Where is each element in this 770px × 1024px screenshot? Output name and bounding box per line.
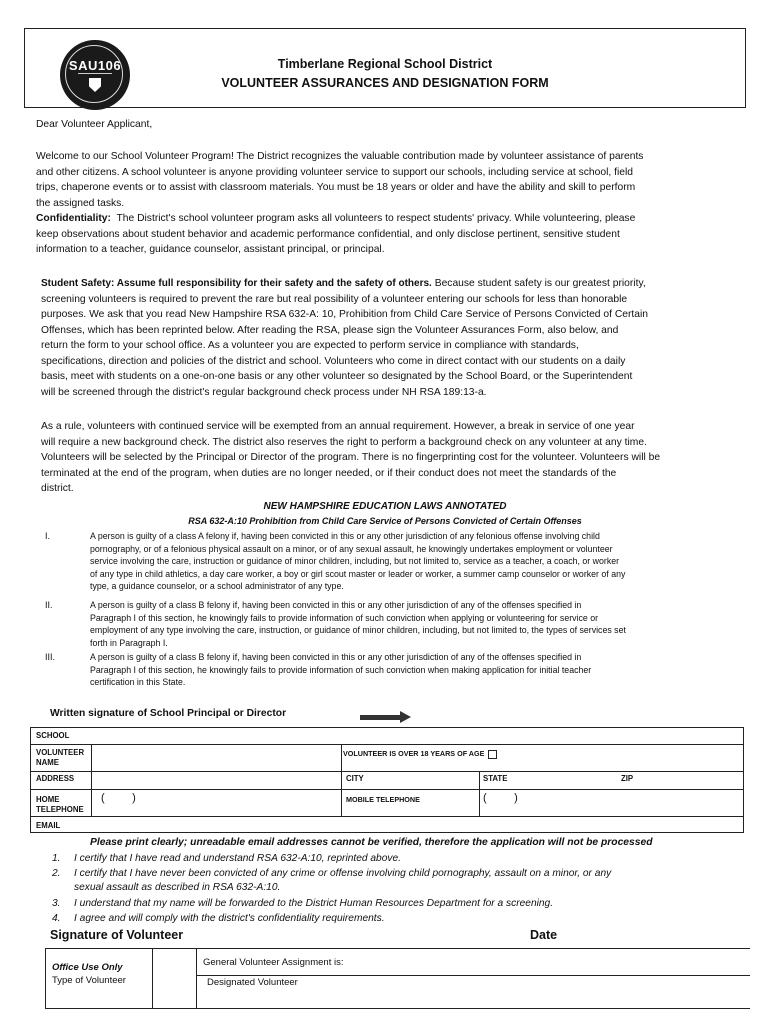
law-item-number: III. <box>45 652 56 662</box>
rule-line: As a rule, volunteers with continued service will be exempted from an annual requirement. However, a break in service of one year <box>41 421 635 432</box>
law-line: A person is guilty of a class B felony if, having been convicted in this or any other jurisdiction of any of the offenses specified in <box>90 600 582 610</box>
table-divider <box>479 771 480 816</box>
school-label: SCHOOL <box>36 731 70 740</box>
safety-line <box>41 276 741 292</box>
sau106-logo <box>60 40 130 110</box>
cert-number: 1. <box>52 853 61 864</box>
safety-line: basis, meet with students on a one-on-one basis or any other volunteer so designated by the School Board, or the Superintendent <box>41 371 633 382</box>
office-top-line <box>45 948 750 949</box>
designated-volunteer-label: Designated Volunteer <box>207 977 298 988</box>
law-line: pornography, or of a felonious physical assault on a minor, or of any sexual assault, he knowingly undertakes employment or volunteer <box>90 543 613 554</box>
law-heading: NEW HAMPSHIRE EDUCATION LAWS ANNOTATED <box>263 501 507 512</box>
office-use-label: Office Use Only <box>52 962 123 973</box>
rule-line: terminated at the end of the program, when duties are no longer needed, or if their conduct does not meet the standards of the <box>41 467 617 479</box>
law-item-number: I. <box>45 531 51 541</box>
age-check-label <box>343 749 497 759</box>
welcome-line: and other citizens. A school volunteer is anyone providing volunteer service to support our schools, including service at school, field <box>36 166 633 178</box>
welcome-paragraph <box>36 149 736 258</box>
volunteer-signature-label: Signature of Volunteer <box>50 928 184 942</box>
law-item-number: II. <box>45 600 53 610</box>
law-line: of any type in child athletics, a day care worker, a boy or girl scout master or leader or worker, a summer camp counselor or worker of any <box>90 568 626 579</box>
table-divider <box>91 744 92 816</box>
cert-text: I certify that I have read and understand RSA 632-A:10, reprinted above. <box>74 853 401 864</box>
arrow-head-icon <box>400 711 411 723</box>
state-label: STATE <box>483 774 508 783</box>
table-divider <box>31 789 743 790</box>
arrow-right-icon <box>360 715 402 720</box>
zip-label: ZIP <box>621 774 634 783</box>
mobile-telephone-label: MOBILE TELEPHONE <box>346 795 420 804</box>
safety-line: Offenses, which has been reprinted below. After reading the RSA, please sign the Volunteer Assurances Form, also below, and <box>41 324 619 336</box>
office-left-line <box>45 948 46 1008</box>
law-subheading: RSA 632-A:10 Prohibition from Child Care Service of Persons Convicted of Certain Offenses <box>188 516 582 526</box>
safety-line: return the form to your school office. As a volunteer you are expected to perform service in compliance with standards, <box>41 340 579 351</box>
logo-text: SAU106 <box>68 58 122 73</box>
print-clearly-note: Please print clearly; unreadable email addresses cannot be verified, therefore the application will not be processed <box>90 837 653 848</box>
volunteer-info-table <box>30 727 744 833</box>
welcome-line: trips, chaperone events or to assist with classroom materials. You must be 18 years or older and have the ability and skill to perform <box>36 182 636 193</box>
rule-line: district. <box>41 483 74 494</box>
safety-label: Student Safety: Assume full responsibility for their safety and the safety of others. <box>41 278 432 289</box>
law-line: employment of any type involving the care, instruction, or guidance of minor children, including, but not limited to, the types of services set <box>90 625 626 636</box>
table-divider <box>31 771 743 772</box>
home-phone-field[interactable]: ( ) <box>101 792 136 804</box>
cert-number: 3. <box>52 898 61 909</box>
law-item-text <box>90 651 726 689</box>
home-telephone-label <box>36 795 84 815</box>
safety-line: specifications, direction and policies of the district and school. Volunteers who come in direct contact with our students on a daily <box>41 355 626 367</box>
law-line: Paragraph I of this section, he knowingly fails to provide information of such conviction when applying or volunteering for service or <box>90 612 599 623</box>
logo-ring <box>65 45 123 103</box>
mobile-phone-field[interactable]: ( ) <box>483 792 518 804</box>
volunteer-name-label-2: NAME <box>36 758 59 767</box>
law-line: A person is guilty of a class A felony if, having been convicted in this or any other jurisdiction of any felonious offense involving child <box>90 531 600 541</box>
law-line: Paragraph I of this section, he knowingly fails to provide information of such conviction when making application for initial teacher <box>90 664 592 675</box>
greeting: Dear Volunteer Applicant, <box>36 119 153 130</box>
table-divider <box>31 744 743 745</box>
law-item-text <box>90 530 726 593</box>
confidentiality-label: Confidentiality: <box>36 213 111 224</box>
email-label: EMAIL <box>36 821 61 830</box>
principal-signature-label: Written signature of School Principal or Director <box>50 708 287 719</box>
cert-text: I understand that my name will be forwarded to the District Human Resources Department for a screening. <box>74 898 554 909</box>
confidentiality-line <box>36 211 736 227</box>
cert-line: I certify that I have never been convicted of any crime or offense involving child pornography, assault on a minor, or any <box>74 868 612 879</box>
cert-text <box>74 867 734 895</box>
law-item-text <box>90 599 726 649</box>
rule-line: will require a new background check. The district also reserves the right to perform a background check on any volunteer at any time. <box>41 436 647 448</box>
confidentiality-line: information to a teacher, guidance counselor, assistant principal, or principal. <box>36 244 385 255</box>
law-line: A person is guilty of a class B felony if, having been convicted in this or any other jurisdiction of any of the offenses specified in <box>90 652 582 662</box>
rule-paragraph <box>41 419 741 497</box>
form-title: VOLUNTEER ASSURANCES AND DESIGNATION FORM <box>221 76 549 90</box>
city-label: CITY <box>346 774 364 783</box>
law-line: certification in this State. <box>90 677 186 688</box>
table-divider <box>341 744 342 816</box>
safety-line: will be screened through the district's regular background check process under NH RSA 189:13-a. <box>41 386 487 398</box>
welcome-line: Welcome to our School Volunteer Program! The District recognizes the valuable contribution made by volunteer assistance of parents <box>36 151 644 162</box>
confidentiality-text: The District's school volunteer program asks all volunteers to respect students' privacy. While volunteering, please <box>116 213 636 224</box>
date-label: Date <box>530 928 558 942</box>
logo-divider <box>78 73 112 74</box>
safety-line: screening volunteers is required to prevent the rare but real possibility of a volunteer entering our schools for less than honorable <box>41 293 628 305</box>
volunteer-name-label <box>36 748 84 768</box>
volunteer-name-label-1: VOLUNTEER <box>36 748 85 757</box>
safety-line: purposes. We ask that you read New Hampshire RSA 632-A: 10, Prohibition from Child Care Service of Persons Convicted of Certain <box>41 309 649 320</box>
welcome-line: the assigned tasks. <box>36 197 125 209</box>
safety-text: Because student safety is our greatest priority, <box>434 278 646 289</box>
cert-text: I agree and will comply with the district's confidentiality requirements. <box>74 913 385 924</box>
home-label-1: HOME <box>36 795 60 804</box>
law-line: type, a guidance counselor, or a school administrator of any type. <box>90 581 344 592</box>
student-safety-paragraph <box>41 276 741 400</box>
cert-number: 2. <box>52 868 61 879</box>
district-name: Timberlane Regional School District <box>277 57 493 71</box>
cert-line: sexual assault as described in RSA 632-A:10. <box>74 882 281 893</box>
office-divider <box>152 948 153 1008</box>
law-line: service involving the care, instruction or guidance of minor children, including, but not limited to, service as a teacher, a coach, or worker <box>90 556 620 567</box>
office-bottom-line <box>45 1008 750 1009</box>
cert-number: 4. <box>52 913 61 924</box>
address-label: ADDRESS <box>36 774 75 783</box>
home-label-2: TELEPHONE <box>36 805 84 814</box>
general-volunteer-label: General Volunteer Assignment is: <box>203 957 344 968</box>
office-row-divider <box>196 975 750 976</box>
confidentiality-line: keep observations about student behavior and academic performance confidential, and only disclose pertinent, sensitive student <box>36 228 620 240</box>
table-divider <box>31 816 743 817</box>
rule-line: Volunteers will be selected by the Principal or Director of the program. There is no fingerprinting cost for the volunteer. Volunteers will be <box>41 452 661 463</box>
office-divider <box>196 948 197 1008</box>
type-of-volunteer-label: Type of Volunteer <box>52 975 126 986</box>
age-checkbox[interactable] <box>488 750 497 759</box>
age-check-text: VOLUNTEER IS OVER 18 YEARS OF AGE <box>343 749 485 758</box>
law-line: forth in Paragraph I. <box>90 637 168 648</box>
